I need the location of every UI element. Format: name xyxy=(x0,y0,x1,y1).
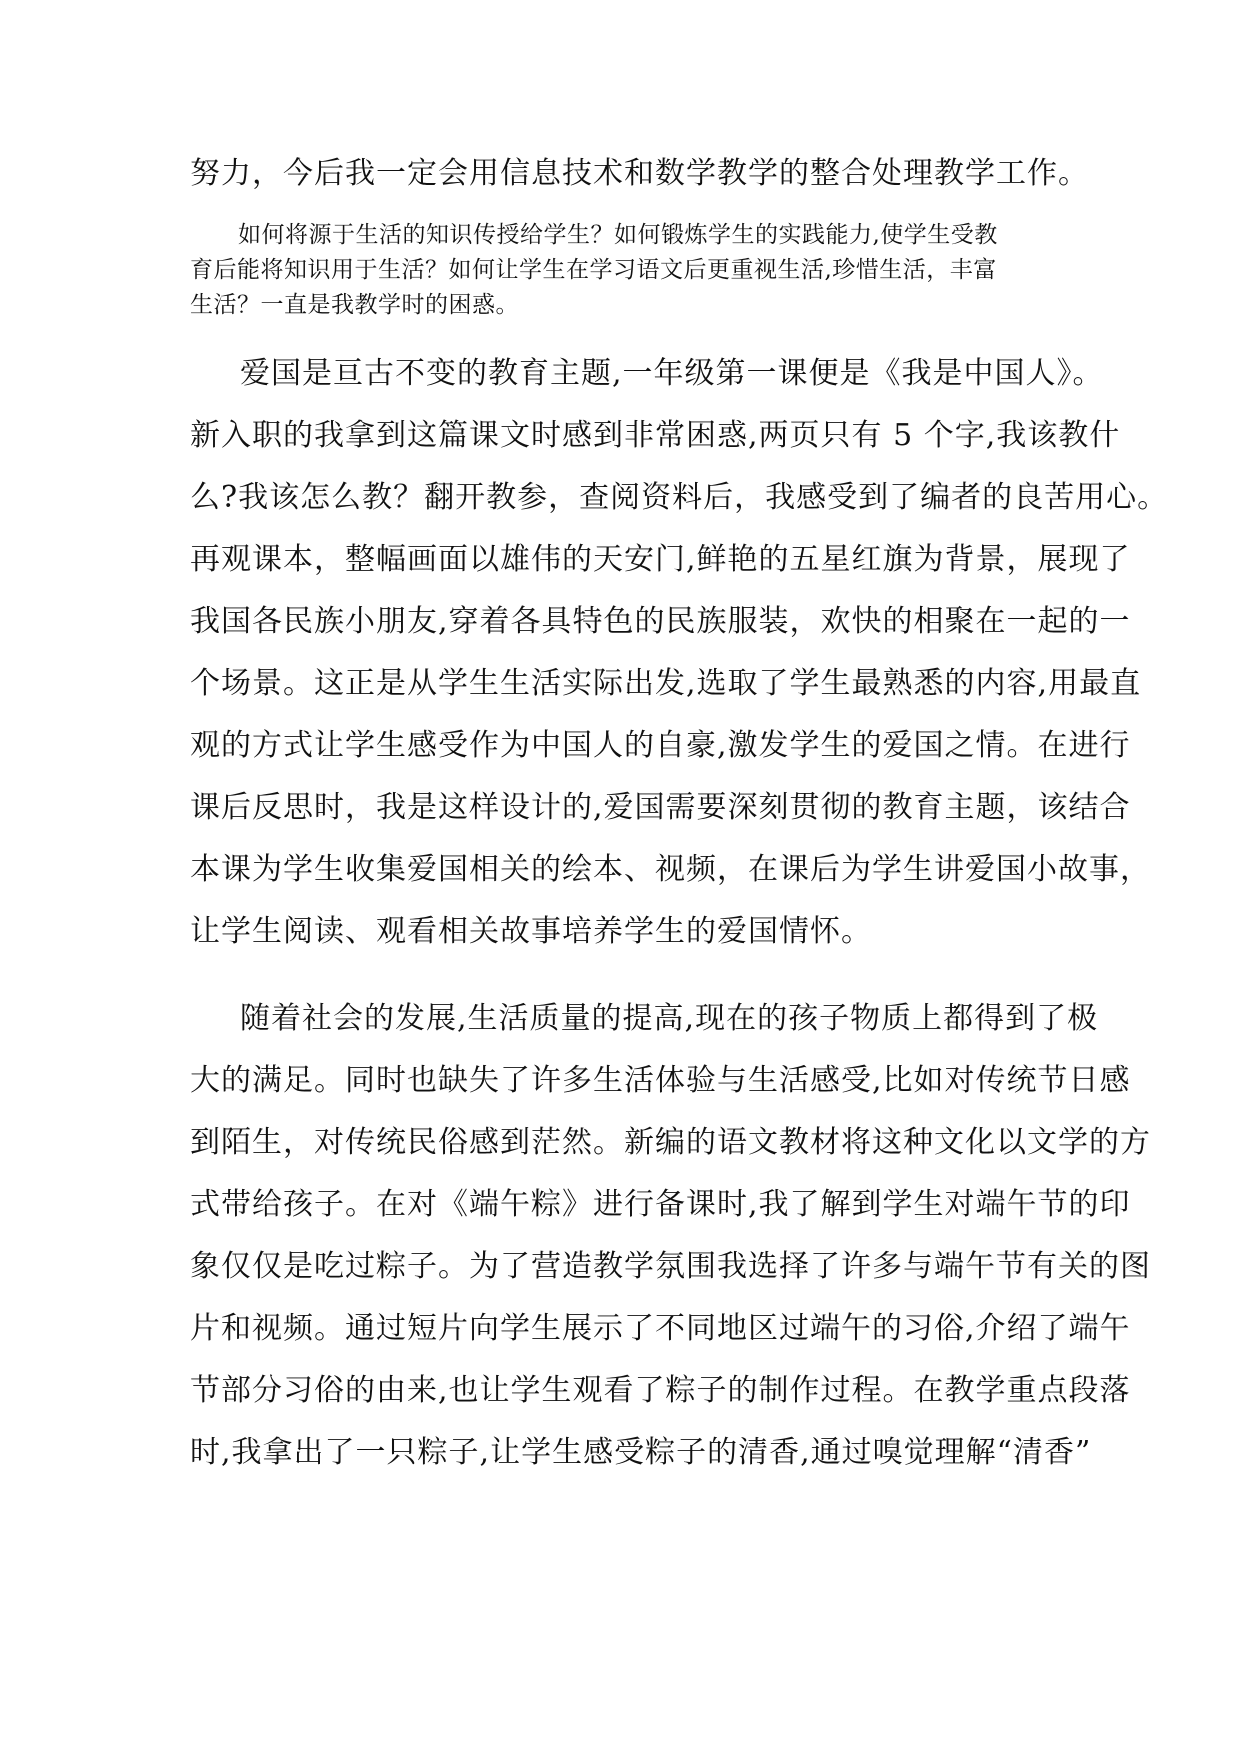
paragraph-line: 节部分习俗的由来,也让学生观看了粽子的制作过程。在教学重点段落 xyxy=(190,1373,1131,1408)
paragraph-line: 象仅仅是吃过粽子。为了营造教学氛围我选择了许多与端午节有关的图 xyxy=(190,1249,1151,1284)
note-line: 育后能将知识用于生活？如何让学生在学习语文后更重视生活,珍惜生活，丰富 xyxy=(190,257,997,283)
paragraph-line: 大的满足。同时也缺失了许多生活体验与生活感受,比如对传统节日感 xyxy=(190,1063,1131,1098)
paragraph-line: 么?我该怎么教？翻开教参，查阅资料后，我感受到了编者的良苦用心。 xyxy=(190,480,1169,515)
paragraph-line: 观的方式让学生感受作为中国人的自豪,激发学生的爱国之情。在进行 xyxy=(190,728,1131,763)
intro-line: 努力，今后我一定会用信息技术和数学教学的整合处理教学工作。 xyxy=(190,156,1089,191)
paragraph-line: 再观课本，整幅画面以雄伟的天安门,鲜艳的五星红旗为背景，展现了 xyxy=(190,542,1131,577)
paragraph-line: 让学生阅读、观看相关故事培养学生的爱国情怀。 xyxy=(190,914,872,949)
paragraph-line: 我国各民族小朋友,穿着各具特色的民族服装，欢快的相聚在一起的一 xyxy=(190,604,1131,639)
paragraph-line: 课后反思时，我是这样设计的,爱国需要深刻贯彻的教育主题，该结合 xyxy=(190,790,1131,825)
paragraph-line: 到陌生，对传统民俗感到茫然。新编的语文教材将这种文化以文学的方 xyxy=(190,1125,1151,1160)
paragraph-line: 时,我拿出了一只粽子,让学生感受粽子的清香,通过嗅觉理解“清香” xyxy=(190,1435,1092,1470)
paragraph-line: 新入职的我拿到这篇课文时感到非常困惑,两页只有 5 个字,我该教什 xyxy=(190,418,1121,453)
paragraph-line: 爱国是亘古不变的教育主题,一年级第一课便是《我是中国人》。 xyxy=(240,356,1104,391)
paragraph-line: 本课为学生收集爱国相关的绘本、视频，在课后为学生讲爱国小故事， xyxy=(190,852,1151,887)
paragraph-line: 式带给孩子。在对《端午粽》进行备课时,我了解到学生对端午节的印 xyxy=(190,1187,1131,1222)
note-line: 生活？一直是我教学时的困惑。 xyxy=(190,292,519,318)
paragraph-line: 随着社会的发展,生活质量的提高,现在的孩子物质上都得到了极 xyxy=(240,1001,1099,1036)
paragraph-line: 片和视频。通过短片向学生展示了不同地区过端午的习俗,介绍了端午 xyxy=(190,1311,1131,1346)
note-line: 如何将源于生活的知识传授给学生？如何锻炼学生的实践能力,使学生受教 xyxy=(238,222,998,248)
paragraph-line: 个场景。这正是从学生生活实际出发,选取了学生最熟悉的内容,用最直 xyxy=(190,666,1142,701)
